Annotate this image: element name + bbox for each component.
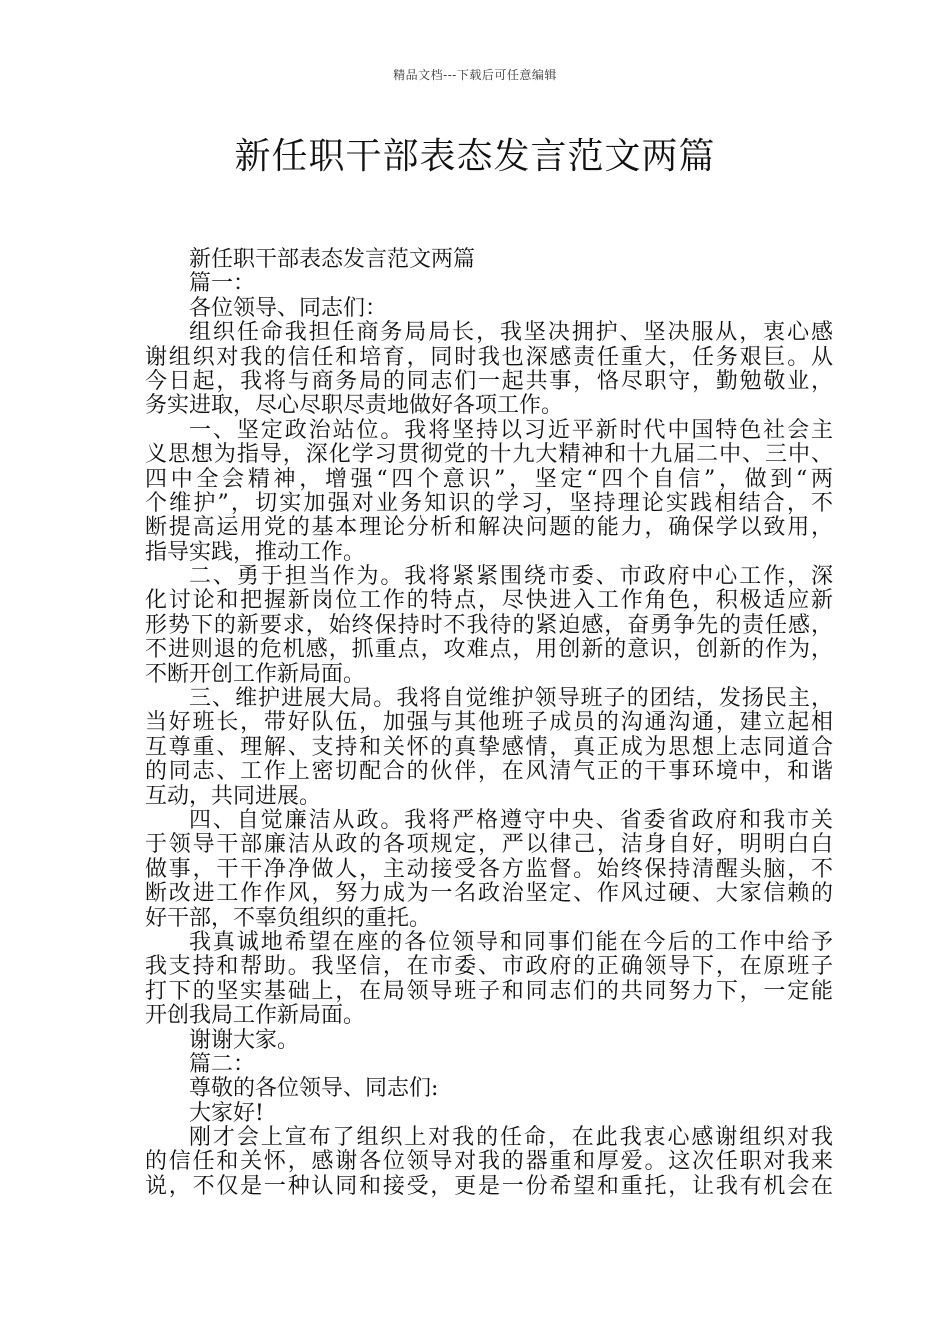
- body-text-line: 指导实践，推动工作。: [145, 539, 366, 565]
- body-text-line: 个维护”，切实加强对业务知识的学习，坚持理论实践相结合，不: [145, 490, 833, 516]
- body-text-line: 刚才会上宣布了组织上对我的任命，在此我衷心感谢组织对我: [189, 1125, 833, 1151]
- body-text-line: 组织任命我担任商务局局长，我坚决拥护、坚决服从，衷心感: [189, 320, 833, 346]
- body-text-line: 打下的坚实基础上，在局领导班子和同志们的共同努力下，一定能: [145, 978, 833, 1004]
- body-text-line: 开创我局工作新局面。: [145, 1003, 366, 1029]
- body-text-line: 一、坚定政治站位。我将坚持以习近平新时代中国特色社会主: [189, 417, 833, 443]
- body-text-line: 三、维护进展大局。我将自觉维护领导班子的团结，发扬民主，: [189, 686, 833, 712]
- document-body: [145, 248, 833, 1199]
- body-text-line: 互尊重、理解、支持和关怀的真挚感情，真正成为思想上志同道合: [145, 734, 833, 760]
- body-text-line: 务实进取，尽心尽职尽责地做好各项工作。: [145, 393, 564, 419]
- body-text-line: 今日起，我将与商务局的同志们一起共事，恪尽职守，勤勉敬业，: [145, 368, 833, 394]
- body-text-line: 的信任和关怀，感谢各位领导对我的器重和厚爱。这次任职对我来: [145, 1149, 833, 1175]
- body-text-line: 断提高运用党的基本理论分析和解决问题的能力，确保学以致用，: [145, 515, 833, 541]
- body-text-line: 好干部，不辜负组织的重托。: [145, 905, 432, 931]
- body-text-line: 做事，干干净净做人，主动接受各方监督。始终保持清醒头脑，不: [145, 856, 833, 882]
- body-text-line: 不进则退的危机感，抓重点，攻难点，用创新的意识，创新的作为，: [145, 637, 833, 663]
- body-text-line: 各位领导、同志们：: [189, 295, 388, 321]
- body-text-line: 谢谢大家。: [189, 1027, 300, 1053]
- body-text-line: 大家好!: [189, 1100, 264, 1126]
- body-text-line: 我支持和帮助。我坚信，在市委、市政府的正确领导下，在原班子: [145, 954, 833, 980]
- body-text-line: 化讨论和把握新岗位工作的特点，尽快进入工作角色，积极适应新: [145, 588, 833, 614]
- body-text-line: 篇二：: [189, 1051, 256, 1077]
- body-text-line: 不断开创工作新局面。: [145, 661, 366, 687]
- body-text-line: 四、自觉廉洁从政。我将严格遵守中央、省委省政府和我市关: [189, 807, 833, 833]
- body-text-line: 当好班长，带好队伍，加强与其他班子成员的沟通沟通，建立起相: [145, 710, 833, 736]
- document-title: 新任职干部表态发言范文两篇: [234, 136, 716, 177]
- body-text-line: 新任职干部表态发言范文两篇: [189, 247, 476, 272]
- body-text-line: 篇一：: [189, 271, 256, 297]
- body-text-line: 四中全会精神，增强“四个意识”，坚定“四个自信”，做到“两: [145, 466, 833, 492]
- body-text-line: 尊敬的各位领导、同志们:: [189, 1076, 439, 1102]
- body-text-line: 义思想为指导，深化学习贯彻党的十九大精神和十九届二中、三中、: [145, 442, 833, 468]
- body-text-line: 谢组织对我的信任和培育，同时我也深感责任重大，任务艰巨。从: [145, 344, 833, 370]
- body-text-line: 形势下的新要求，始终保持时不我待的紧迫感，奋勇争先的责任感，: [145, 612, 833, 638]
- body-text-line: 说，不仅是一种认同和接受，更是一份希望和重托，让我有机会在: [145, 1173, 833, 1199]
- body-text-line: 于领导干部廉洁从政的各项规定，严以律己，洁身自好，明明白白: [145, 832, 833, 858]
- body-text-line: 互动，共同进展。: [145, 783, 322, 809]
- body-text-line: 我真诚地希望在座的各位领导和同事们能在今后的工作中给予: [189, 929, 833, 955]
- body-text-line: 二、勇于担当作为。我将紧紧围绕市委、市政府中心工作，深: [189, 564, 833, 590]
- body-text-line: 断改进工作作风，努力成为一名政治坚定、作风过硬、大家信赖的: [145, 881, 833, 907]
- page-header: 精品文档---下载后可任意编辑: [393, 68, 557, 82]
- body-text-line: 的同志、工作上密切配合的伙伴，在风清气正的干事环境中，和谐: [145, 759, 833, 785]
